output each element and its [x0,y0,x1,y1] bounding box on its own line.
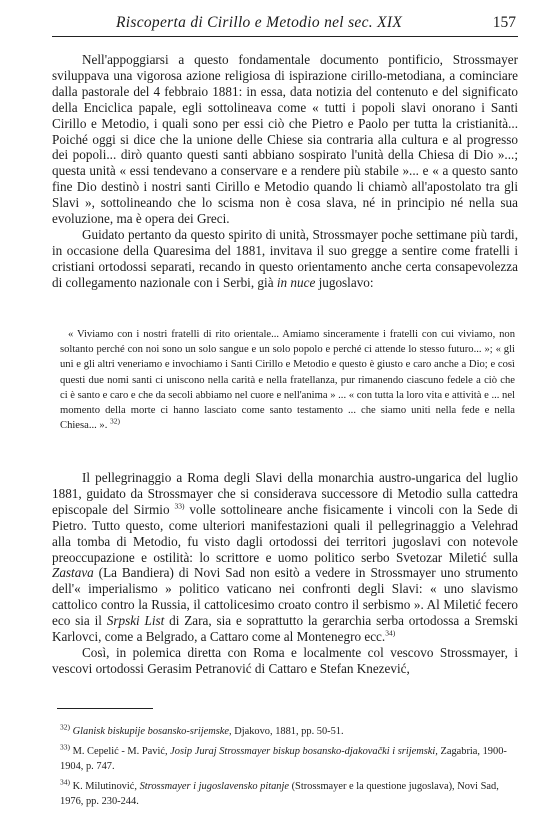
running-title: Riscoperta di Cirillo e Metodio nel sec. XIX [116,14,403,31]
footnote-ref-34: 34) [385,628,396,638]
paragraph-pastoral: Nell'appoggiarsi a questo fondamentale documento pontificio, Strossmayer sviluppava una vigorosa azione religiosa di ispirazione cirillo-metodiana, a cominciare dalla pastorale del 4 febbraio 1881: in essa, data notizia del contenuto e del significato della Enciclica papale, egli sottolineava come « tutti i popoli slavi onorano i Santi Cirillo e Metodio, i quali sono per essi ciò che Pietro e Paolo per tutta la cristianità... Poiché oggi si dice che la unione delle Chiese sia contraria alla cultura e al progresso dei popoli... dirò quanto questi santi abbiano sospirato l'unità della Chiesa di Dio »...; questa unità « essi tendevano a conservare e a rendere più stabile »... e « a questo santo fine Dio destinò i nostri santi Cirillo e Metodio quando li chiamò all'apostolato tra gli Slavi », sottolineando che lo scisma non è cosa slava, né in principio né nella sua evoluzione, ma è opera dei Greci. [52,52,518,227]
page-number: 157 [492,14,516,31]
main-text-top [52,52,518,291]
footnote-34: $^{34)}$ K. Milutinović, Strossmayer i jugoslavensko pitanje (Strossmayer e la questione jugoslava), Novi Sad, 1976, pp. 230-244. [60,777,499,807]
paragraph-polemica: Così, in polemica diretta con Roma e localmente col vescovo Strossmayer, i vescovi ortodossi Gerasim Petranović di Cattaro e Stefan Knezević, [52,644,518,676]
footnote-33: $^{33)}$ M. Cepelić - M. Pavić, Josip Juraj Strossmayer biskup bosansko-djakovački i srijemski, Zagabria, 1900-1904, p. 747. [60,742,507,772]
footnote-ref-32: 32) [110,416,121,426]
footnote-32: $^{32)}$ Glanisk biskupije bosansko-srijemske, Djakovo, 1881, pp. 50-51. [60,722,344,737]
block-quote: « Viviamo con i nostri fratelli di rito orientale... Amiamo sinceramente i fratelli con cui viviamo, non soltanto perché con noi sono un solo sangue e un solo popolo e perché ci attende lo stesso futuro... »; « gli uni e gli altri veneriamo e invochiamo i Santi Cirillo e Metodio e questo è giusto e caro anche a Dio; e così questi due nomi santi ci uniscono nella carità e nella fratellanza, pur rimanendo ciascuno fedele a ciò che ci è santo e caro e che da secoli abbiamo nel cuore e nell'anima » ... « con tutta la loro vita e attività e ... nel momento della morte ci hanno lasciato come santo testamento ... che siamo uniti nella fede e nella Chiesa... ». $^{32)}$ [60,329,515,432]
footnotes [60,724,515,814]
footnote-divider [57,708,153,709]
running-header [52,12,518,37]
paragraph-pellegrinaggio: Il pellegrinaggio a Roma degli Slavi della monarchia austro-ungarica del luglio 1881, guidato da Strossmayer che si considerava successore di Metodio sulla cattedra episcopale del Sirmio $^{33)}$ volle sottolineare anche fisicamente i vincoli con la Sede di Pietro. Tutto questo, come ulteriori manifestazioni quali il pellegrinaggio a Velehrad alla tomba di Metodio, fu visto dagli ortodossi dei territori jugoslavi con notevole preoccupazione e ostilità: lo scrittore e uomo politico serbo Svetozar Miletić sulla Zastava (La Bandiera) di Novi Sad non esitò a vedere in Strossmayer uno strumento dell'« imperialismo » politico vaticano nei confronti degli Slavi: « uno slavismo cattolico contro la Russia, il cattolicesimo croato contro il serbismo ». Al Miletić fecero eco sia il Srpski List di Zara, sia e soprattutto la gerarchia serba ortodossa a Sremski Karlovci, come a Belgrado, a Cattaro come al Montenegro ecc.$^{34)}$ [52,470,519,645]
main-text-bottom [52,470,518,677]
footnote-ref-33: 33) [174,501,185,511]
paragraph-quaresima: Guidato pertanto da questo spirito di unità, Strossmayer poche settimane più tardi, in occasione della Quaresima del 1881, invitava il suo gregge a sentire come fratelli i cristiani ortodossi separati, recando in questo orientamento anche certa consapevolezza di collegamento nazionale con i Serbi, già in nuce jugoslavo: [52,226,518,290]
